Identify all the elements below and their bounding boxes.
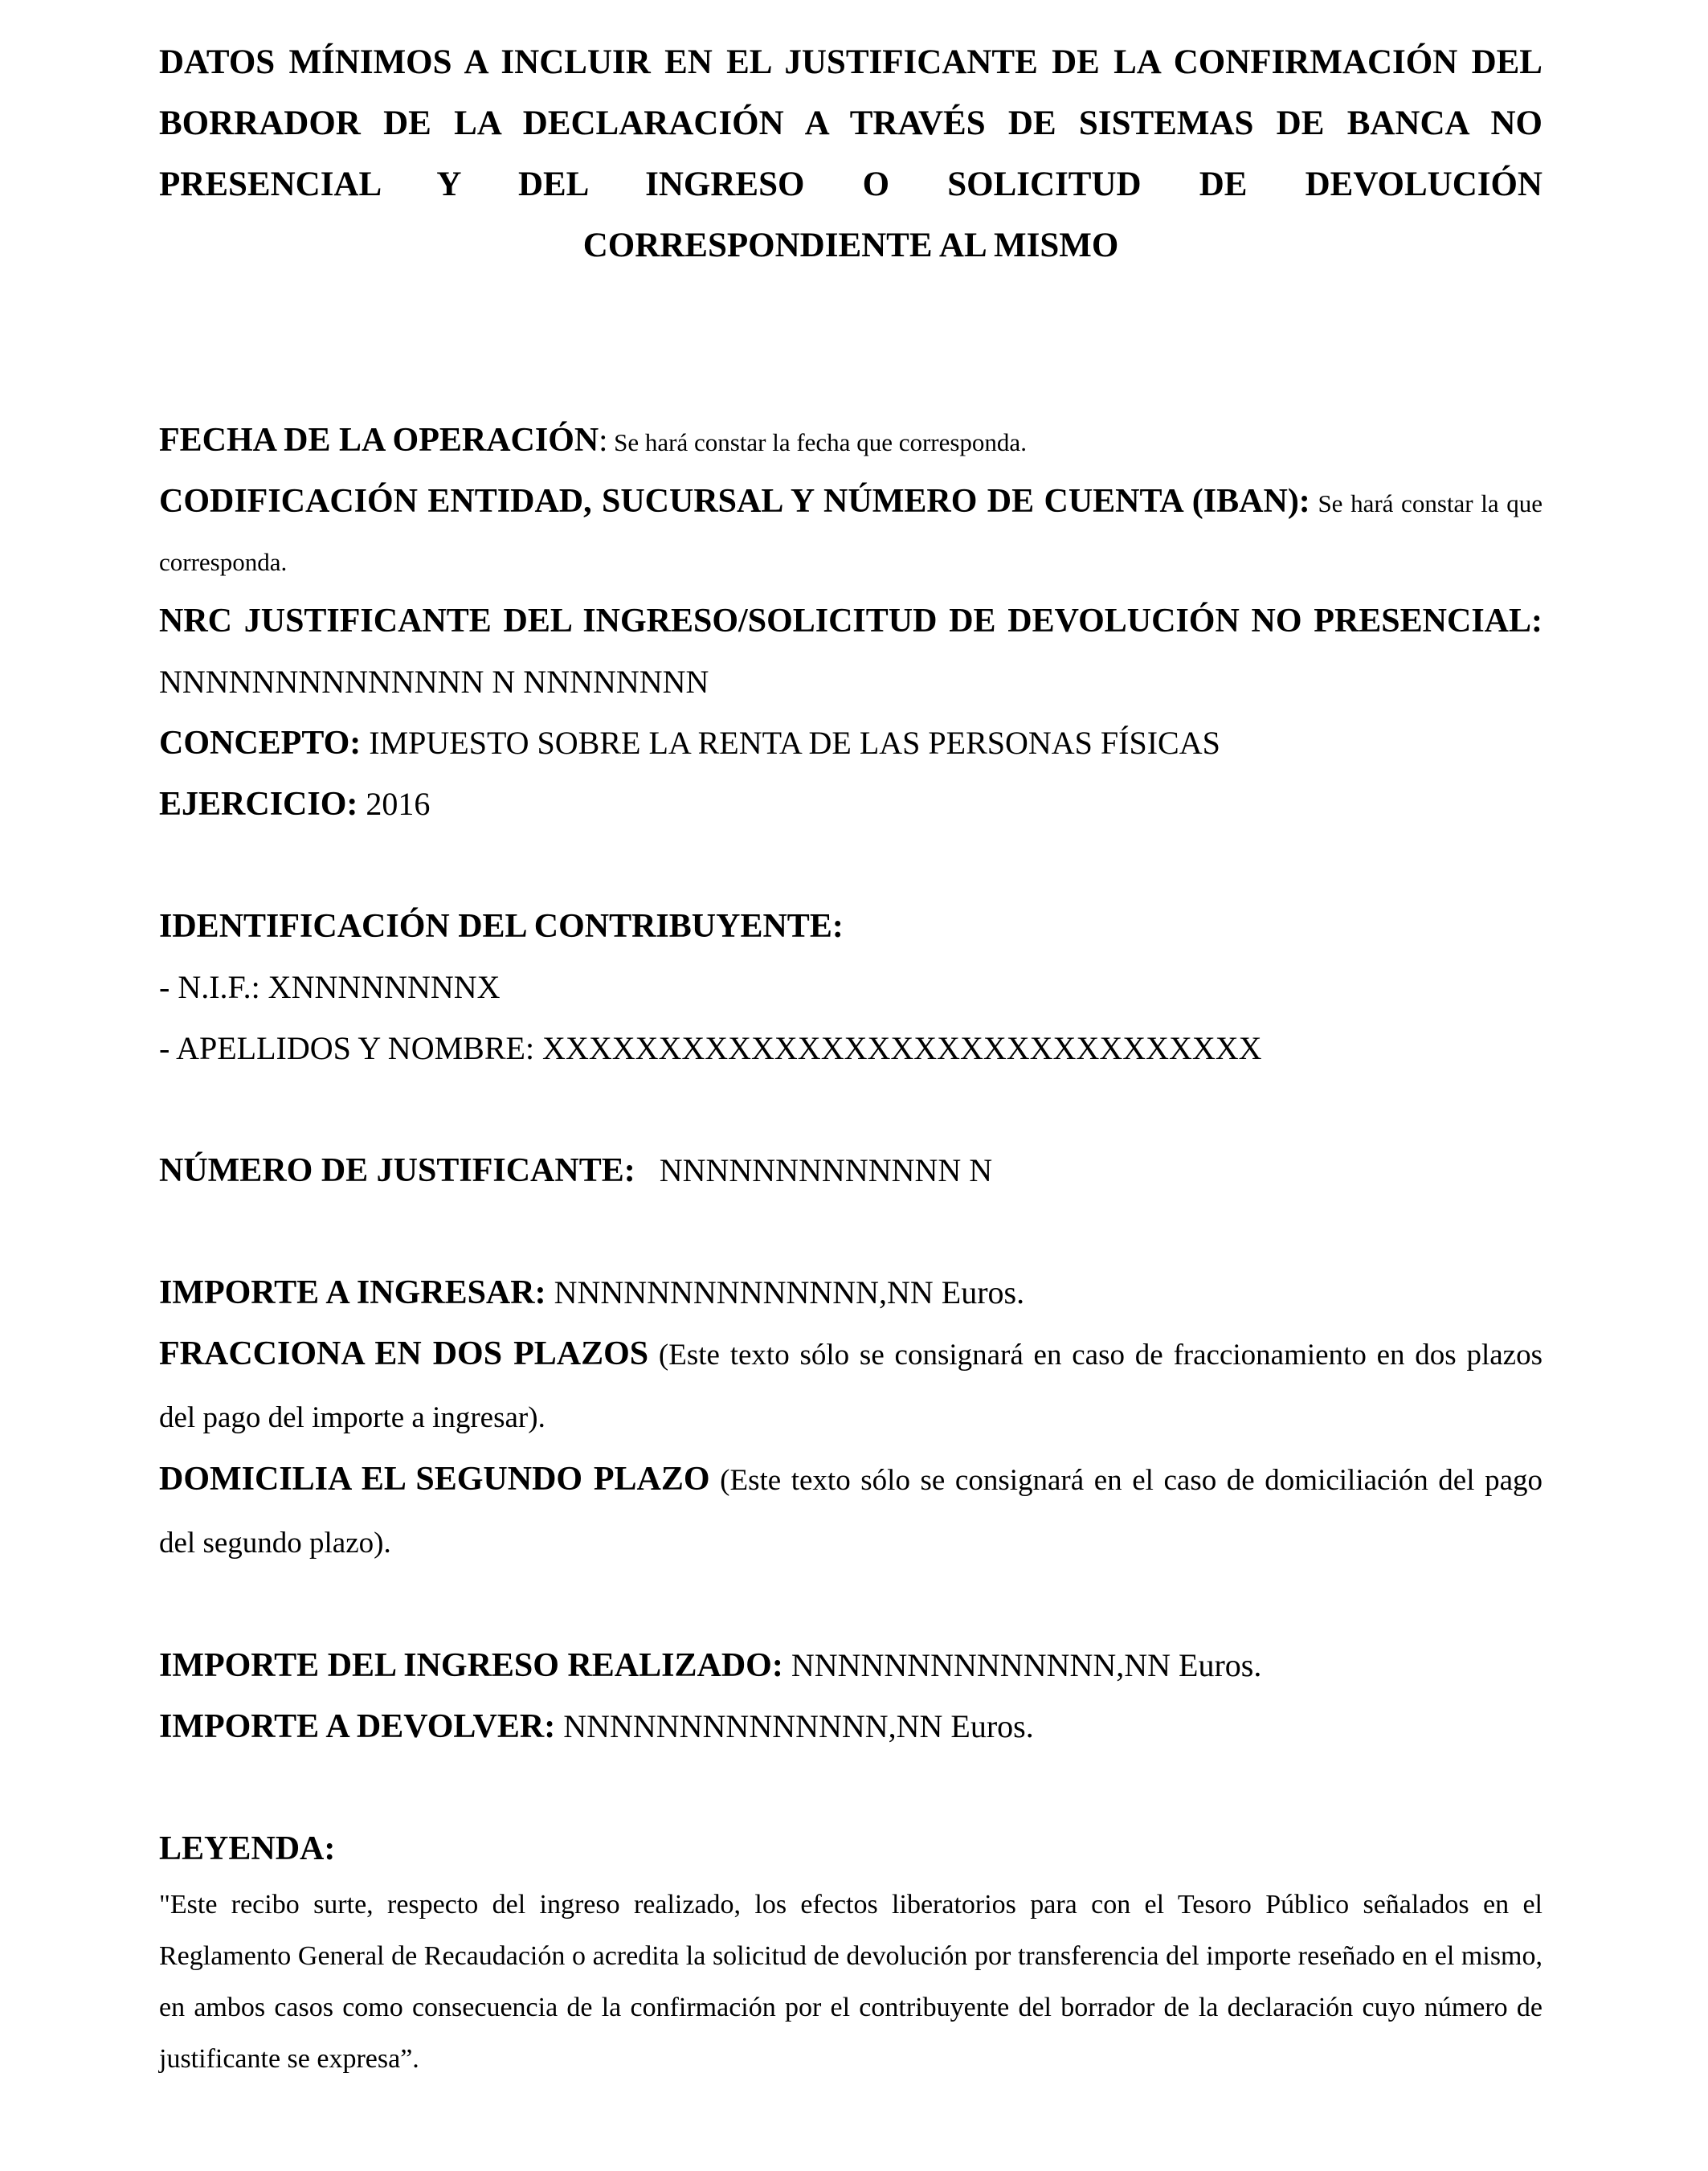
field-fecha-label: FECHA DE LA OPERACIÓN	[159, 422, 599, 459]
field-importe-realizado-label: IMPORTE DEL INGRESO REALIZADO:	[159, 1647, 783, 1684]
spacer	[159, 1574, 1543, 1635]
field-fracciona-label: FRACCIONA EN DOS PLAZOS	[159, 1335, 649, 1372]
field-importe-realizado	[159, 1635, 1543, 1696]
field-nrc-label: NRC JUSTIFICANTE DEL INGRESO/SOLICITUD DE DEVOLUCIÓN NO PRESENCIAL:	[159, 603, 1543, 640]
field-numero-justificante-label: NÚMERO DE JUSTIFICANTE:	[159, 1152, 635, 1189]
leyenda-text: "Este recibo surte, respecto del ingreso realizado, los efectos liberatorios para con el Tesoro Público señalados en el Reglamento General de Recaudación o acredita la solicitud de devolución por transferencia del importe reseñado en el mismo, en ambos casos como consecuencia de la confirmación por el contribuyente del borrador de la declaración cuyo número de justificante se expresa”.	[159, 1890, 1543, 2074]
field-domicilia-label: DOMICILIA EL SEGUNDO PLAZO	[159, 1461, 710, 1498]
field-numero-justificante-value: NNNNNNNNNNNNN N	[635, 1152, 993, 1188]
field-numero-justificante	[159, 1140, 1543, 1201]
field-concepto-label: CONCEPTO:	[159, 725, 362, 762]
spacer	[159, 1079, 1543, 1140]
field-ejercicio-label: EJERCICIO:	[159, 786, 358, 823]
field-fecha	[159, 410, 1543, 473]
field-nif	[159, 957, 1543, 1018]
field-nrc	[159, 591, 1543, 713]
field-ejercicio	[159, 774, 1543, 835]
spacer	[159, 1201, 1543, 1262]
field-importe-realizado-value: NNNNNNNNNNNNNN,NN Euros.	[782, 1647, 1262, 1683]
field-importe-devolver-value: NNNNNNNNNNNNNN,NN Euros.	[555, 1708, 1034, 1744]
field-codificacion-label: CODIFICACIÓN ENTIDAD, SUCURSAL Y NÚMERO DE CUENTA (IBAN):	[159, 483, 1310, 520]
field-importe-devolver-label: IMPORTE A DEVOLVER:	[159, 1708, 556, 1745]
fields-section	[159, 410, 1543, 2085]
field-fecha-colon: :	[599, 422, 608, 458]
field-codificacion	[159, 473, 1543, 591]
spacer	[159, 835, 1543, 896]
leyenda-heading	[159, 1818, 1543, 1879]
field-concepto	[159, 713, 1543, 774]
leyenda-label: LEYENDA:	[159, 1830, 336, 1867]
field-domicilia	[159, 1449, 1543, 1574]
field-ejercicio-value: 2016	[358, 786, 431, 822]
field-nrc-value: NNNNNNNNNNNNNN N NNNNNNNN	[159, 664, 709, 700]
field-nombre-value: - APELLIDOS Y NOMBRE: XXXXXXXXXXXXXXXXXXXXXXXXXXXXXXX	[159, 1030, 1262, 1066]
field-importe-ingresar-value: NNNNNNNNNNNNNN,NN Euros.	[545, 1274, 1025, 1310]
spacer	[159, 1757, 1543, 1818]
field-domicilia-value: (Este texto sólo se consignará en el caso de domiciliación del pago del segundo plazo).	[159, 1464, 1543, 1560]
field-nif-value: - N.I.F.: XNNNNNNNNX	[159, 969, 501, 1005]
field-codificacion-value: Se hará constar la que corresponda.	[159, 489, 1543, 576]
field-importe-ingresar-label: IMPORTE A INGRESAR:	[159, 1274, 546, 1311]
field-fracciona	[159, 1323, 1543, 1449]
field-nombre	[159, 1018, 1543, 1079]
field-fracciona-value: (Este texto sólo se consignará en caso de fraccionamiento en dos plazos del pago del importe a ingresar).	[159, 1339, 1543, 1434]
document-title: DATOS MÍNIMOS A INCLUIR EN EL JUSTIFICANTE DE LA CONFIRMACIÓN DEL BORRADOR DE LA DECLARACIÓN A TRAVÉS DE SISTEMAS DE BANCA NO PRESENCIAL Y DEL INGRESO O SOLICITUD DE DEVOLUCIÓN CORRESPONDIENTE AL MISMO	[159, 43, 1543, 264]
field-identificacion	[159, 896, 1543, 957]
field-identificacion-label: IDENTIFICACIÓN DEL CONTRIBUYENTE:	[159, 908, 844, 945]
field-fecha-value: Se hará constar la fecha que corresponda.	[607, 428, 1027, 456]
field-concepto-value: IMPUESTO SOBRE LA RENTA DE LAS PERSONAS FÍSICAS	[361, 725, 1220, 761]
document-page	[159, 32, 1543, 2085]
field-importe-devolver	[159, 1696, 1543, 1757]
field-importe-ingresar	[159, 1262, 1543, 1323]
